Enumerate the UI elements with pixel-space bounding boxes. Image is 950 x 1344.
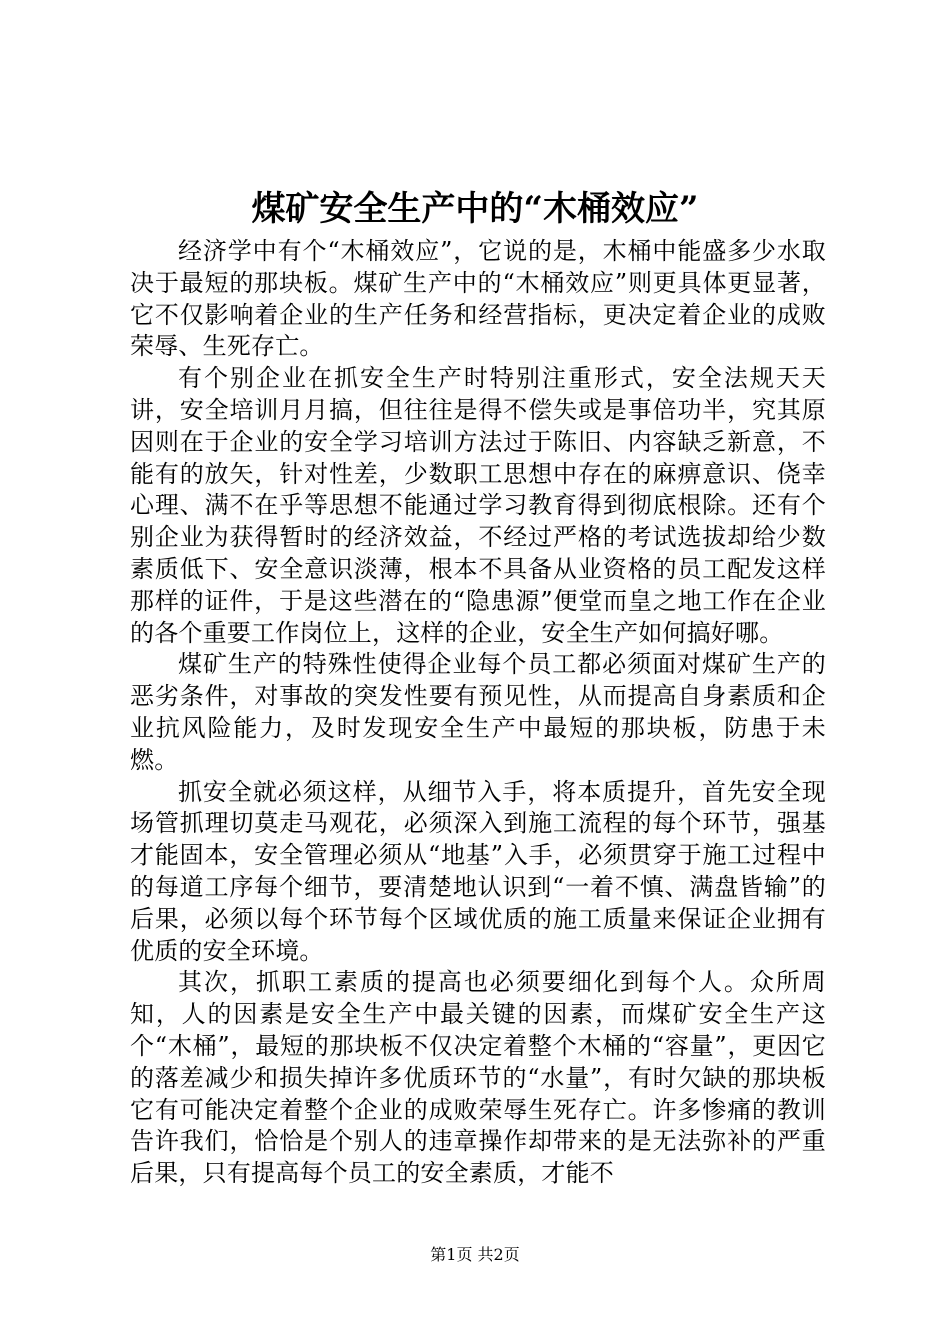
- paragraph-3: 煤矿生产的特殊性使得企业每个员工都必须面对煤矿生产的恶劣条件，对事故的突发性要有预见性，从而提高自身素质和企业抗风险能力，及时发现安全生产中最短的那块板，防患于未燃。: [130, 650, 826, 774]
- document-title: 煤矿安全生产中的“木桶效应”: [251, 189, 699, 229]
- paragraph-4: 抓安全就必须这样，从细节入手，将本质提升，首先安全现场管抓理切莫走马观花，必须深入到施工流程的每个环节，强基才能固本，安全管理必须从“地基”入手，必须贯穿于施工过程中的每道工序每个细节，要清楚地认识到“一着不慎、满盘皆输”的后果，必须以每个环节每个区域优质的施工质量来保证企业拥有优质的安全环境。: [130, 777, 826, 965]
- paragraph-5: 其次，抓职工素质的提高也必须要细化到每个人。众所周知，人的因素是安全生产中最关键的因素，而煤矿安全生产这个“木桶”，最短的那块板不仅决定着整个木桶的“容量”，更因它的落差减少和损失掉许多优质环节的“水量”，有时欠缺的那块板它有可能决定着整个企业的成败荣辱生死存亡。许多惨痛的教训告许我们，恰恰是个别人的违章操作却带来的是无法弥补的严重后果，只有提高每个员工的安全素质，才能不: [130, 968, 826, 1188]
- page-number-footer: 第1页 共2页: [430, 1245, 520, 1264]
- paragraph-1: 经济学中有个“木桶效应”，它说的是，木桶中能盛多少水取决于最短的那块板。煤矿生产中的“木桶效应”则更具体更显著，它不仅影响着企业的生产任务和经营指标，更决定着企业的成败荣辱、生死存亡。: [130, 237, 826, 361]
- document-body: [130, 236, 826, 1190]
- paragraph-2: 有个别企业在抓安全生产时特别注重形式，安全法规天天讲，安全培训月月搞，但往往是得不偿失或是事倍功半，究其原因则在于企业的安全学习培训方法过于陈旧、内容缺乏新意，不能有的放矢，针对性差，少数职工思想中存在的麻痹意识、侥幸心理、满不在乎等思想不能通过学习教育得到彻底根除。还有个别企业为获得暂时的经济效益，不经过严格的考试选拔却给少数素质低下、安全意识淡薄，根本不具备从业资格的员工配发这样那样的证件，于是这些潜在的“隐患源”便堂而皇之地工作在企业的各个重要工作岗位上，这样的企业，安全生产如何搞好哪。: [130, 364, 826, 647]
